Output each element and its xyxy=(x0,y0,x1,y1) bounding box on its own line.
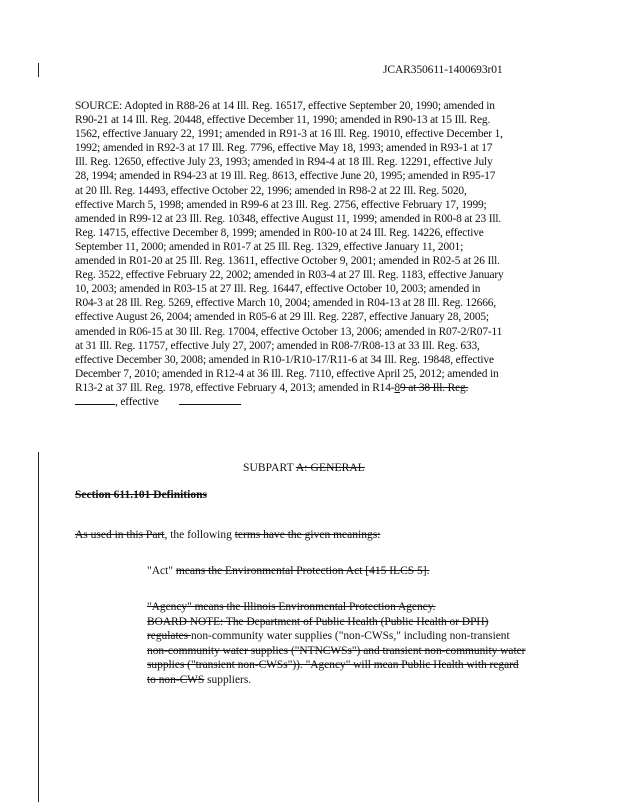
intro-text: , the following xyxy=(164,529,235,541)
source-line: Reg. 3522, effective February 22, 2002; amended in R03-4 at 27 Ill. Reg. 1183, effective January xyxy=(75,269,504,282)
source-line: amended in R99-12 at 23 Ill. Reg. 10348, effective August 11, 1999; amended in R00-8 at 23 Ill. xyxy=(75,212,502,225)
source-line: R90-21 at 14 Ill. Reg. 20448, effective December 11, 1990; amended in R90-13 at 15 Ill. Reg. xyxy=(75,114,491,127)
definition-act xyxy=(147,565,429,577)
source-line: 28, 1994; amended in R94-23 at 19 Ill. Reg. 8613, effective June 20, 1995; amended in R95-17 xyxy=(75,170,496,183)
source-line xyxy=(75,381,550,395)
deleted-text: Section 611.101 Definitions xyxy=(75,489,207,501)
definition-term: "Act" xyxy=(147,565,176,577)
source-line: Ill. Reg. 12650, effective July 23, 1993; amended in R94-4 at 18 Ill. Reg. 12291, effective July xyxy=(75,156,493,169)
source-line: amended in R01-20 at 25 Ill. Reg. 13611, effective October 9, 2001; amended in R02-5 at 26 Ill. xyxy=(75,255,500,268)
definition-line xyxy=(147,600,567,615)
source-line xyxy=(75,395,550,409)
inserted-text: 8 xyxy=(394,381,400,394)
source-line: R04-3 at 28 Ill. Reg. 5269, effective March 10, 2004; amended in R04-13 at 28 Ill. Reg. 12666, xyxy=(75,297,496,310)
deleted-text: means the Environmental Protection Act [415 ILCS 5]. xyxy=(175,565,430,577)
blank-reg-page xyxy=(75,395,115,405)
subpart-heading xyxy=(243,462,365,474)
change-bar-top xyxy=(38,63,39,77)
source-line: Reg. 14715, effective December 8, 1999; amended in R00-10 at 24 Ill. Reg. 14226, effective xyxy=(75,226,484,239)
definition-text: non-community water supplies ("non-CWSs," including non-transient xyxy=(190,630,510,643)
source-line: effective August 26, 2004; amended in R05-6 at 29 Ill. Reg. 2287, effective January 28, 2005; xyxy=(75,311,489,324)
document-id: JCAR350611-1400693r01 xyxy=(383,64,503,76)
source-line: 10, 2003; amended in R03-15 at 27 Ill. Reg. 16447, effective October 10, 2003; amended in xyxy=(75,283,481,296)
source-line: amended in R06-15 at 30 Ill. Reg. 17004, effective October 13, 2006; amended in R07-2/R07-11 xyxy=(75,325,503,338)
definition-agency xyxy=(147,600,567,688)
definition-line xyxy=(147,673,567,688)
source-line: December 7, 2010; amended in R12-4 at 36 Ill. Reg. 7110, effective April 25, 2012; amended in xyxy=(75,367,499,380)
change-bar-bottom xyxy=(38,452,39,802)
intro-sentence xyxy=(75,529,380,541)
definition-line xyxy=(147,615,567,630)
source-line: effective December 30, 2008; amended in R10-1/R10-17/R11-6 at 34 Ill. Reg. 19848, effective xyxy=(75,353,494,366)
deleted-text: 9 at 38 Ill. Reg. xyxy=(399,381,469,394)
deleted-text: regulates xyxy=(147,630,191,643)
source-note xyxy=(75,99,550,409)
deleted-text: As used in this Part xyxy=(75,529,165,541)
source-line: at 31 Ill. Reg. 11757, effective July 27, 2007; amended in R08-7/R08-13 at 33 Ill. Reg. 633, xyxy=(75,339,480,352)
deleted-text: supplies ("transient non-CWSs")). "Agency" will mean Public Health with regard xyxy=(147,659,519,672)
source-lines xyxy=(75,99,550,381)
source-text: , effective xyxy=(115,395,159,408)
subpart-label: SUBPART xyxy=(243,462,296,474)
source-line: 1992; amended in R92-3 at 17 Ill. Reg. 7796, effective May 18, 1993; amended in R93-1 at 17 xyxy=(75,142,493,155)
source-line: SOURCE: Adopted in R88-26 at 14 Ill. Reg. 16517, effective September 20, 1990; amended in xyxy=(75,100,495,112)
blank-effective-date xyxy=(179,395,241,405)
source-line: effective March 5, 1998; amended in R99-6 at 23 Ill. Reg. 2756, effective February 17, 1999; xyxy=(75,198,487,211)
deleted-text: A: GENERAL xyxy=(295,462,365,474)
definition-line xyxy=(147,644,567,659)
deleted-text: to non-CWS xyxy=(147,673,205,686)
source-text: R13-2 at 37 Ill. Reg. 1978, effective February 4, 2013; amended in R14- xyxy=(75,381,395,394)
definition-line xyxy=(147,658,567,673)
source-line: September 11, 2000; amended in R01-7 at 25 Ill. Reg. 1329, effective January 11, 2001; xyxy=(75,240,464,253)
deleted-text: BOARD NOTE: The Department of Public Health (Public Health or DPH) xyxy=(147,615,489,628)
deleted-text: terms have the given meanings: xyxy=(234,529,381,541)
section-title xyxy=(75,489,207,501)
deleted-text: "Agency" means the Illinois Environmental Protection Agency. xyxy=(147,601,436,613)
definition-line xyxy=(147,629,567,644)
source-line: 1562, effective January 22, 1991; amended in R91-3 at 16 Ill. Reg. 19010, effective December 1, xyxy=(75,128,503,141)
source-line: at 20 Ill. Reg. 14493, effective October 22, 1996; amended in R98-2 at 22 Ill. Reg. 5020, xyxy=(75,184,467,197)
deleted-text: non-community water supplies ("NTNCWSs") and transient non-community water xyxy=(147,644,526,657)
definition-text: suppliers. xyxy=(204,673,252,686)
